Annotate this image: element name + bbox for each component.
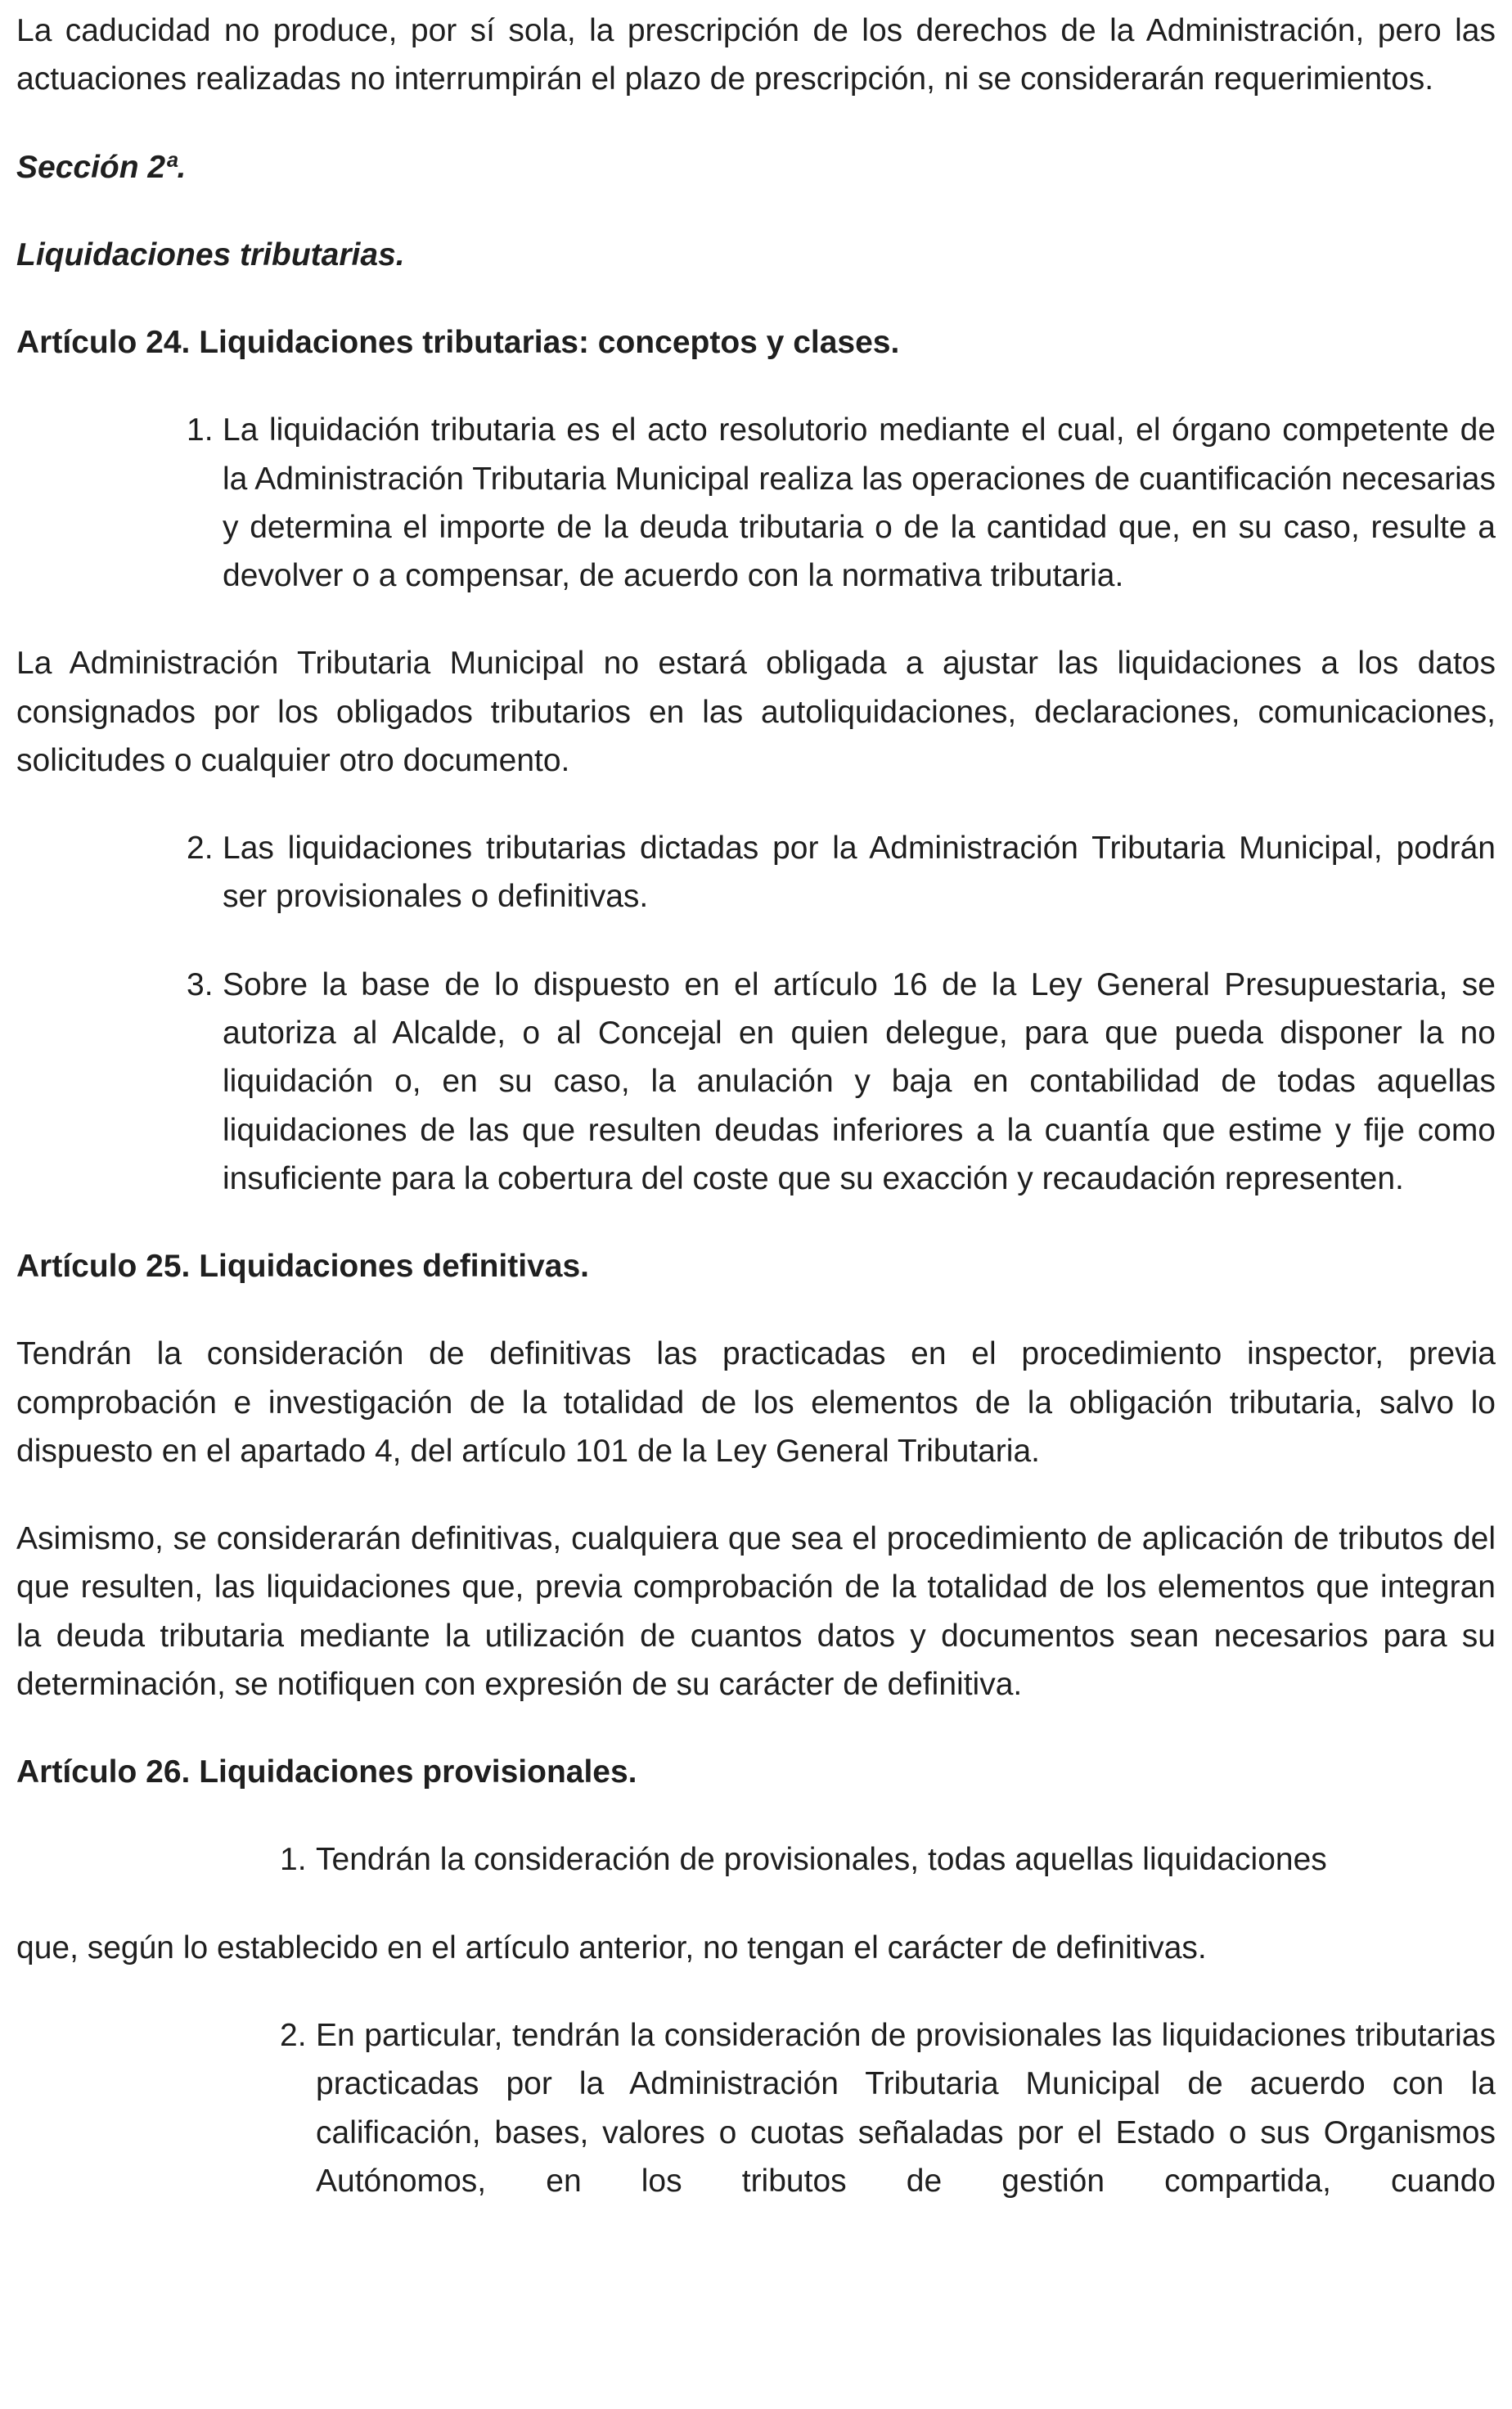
article-25-heading: Artículo 25. Liquidaciones definitivas. (16, 1249, 589, 1285)
list-item-text: En particular, tendrán la consideración de provisionales las liquidaciones tributarias practicadas por la Administración Tributaria Municipal de acuerdo con la calificación, bases, valores o cuotas señaladas por el Estado o sus Organismos Autónomos, en los tributos de gestión compartida, cuando (316, 2017, 1496, 2199)
paragraph-que-segun: que, según lo establecido en el artículo anterior, no tengan el carácter de definitivas. (16, 1929, 1207, 1965)
article-26-item-2 (280, 2011, 1496, 2205)
list-item-text: Tendrán la consideración de provisionales, todas aquellas liquidaciones (316, 1842, 1327, 1878)
section-heading: Sección 2ª. (16, 149, 187, 185)
paragraph-administracion-no-obligada: La Administración Tributaria Municipal no estará obligada a ajustar las liquidaciones a los datos consignados por los obligados tributarios en las autoliquidaciones, declaraciones, comunicaciones, solicitudes o cualquier otro documento. (16, 646, 1496, 778)
list-number: 1. (187, 412, 214, 448)
list-item-text: Las liquidaciones tributarias dictadas por la Administración Tributaria Municipal, podrán ser provisionales o definitivas. (223, 831, 1496, 915)
article-24-item-1 (187, 406, 1496, 600)
article-26-heading: Artículo 26. Liquidaciones provisionales. (16, 1754, 637, 1790)
paragraph-asimismo-definitivas: Asimismo, se considerarán definitivas, cualquiera que sea el procedimiento de aplicación de tributos del que resulten, las liquidaciones que, previa comprobación de la totalidad de los elementos que integran la deuda tributaria mediante la utilización de cuantos datos y documentos sean necesarios para su determinación, se notifiquen con expresión de su carácter de definitiva. (16, 1521, 1496, 1702)
article-26-item-1 (280, 1835, 1496, 1884)
list-number: 2. (187, 831, 214, 867)
article-24-heading: Artículo 24. Liquidaciones tributarias: conceptos y clases. (16, 325, 900, 361)
list-item-text: La liquidación tributaria es el acto resolutorio mediante el cual, el órgano competente de la Administración Tributaria Municipal realiza las operaciones de cuantificación necesarias y determina el importe de la deuda tributaria o de la cantidad que, en su caso, resulte a devolver o a compensar, de acuerdo con la normativa tributaria. (223, 412, 1496, 594)
list-number: 3. (187, 966, 214, 1002)
section-subheading: Liquidaciones tributarias. (16, 236, 405, 272)
list-item-text: Sobre la base de lo dispuesto en el artículo 16 de la Ley General Presupuestaria, se autoriza al Alcalde, o al Concejal en quien delegue, para que pueda disponer la no liquidación o, en su caso, la anulación y baja en contabilidad de todas aquellas liquidaciones de las que resulten deudas inferiores a la cuantía que estime y fije como insuficiente para la cobertura del coste que su exacción y recaudación representen. (223, 966, 1496, 1196)
list-number: 2. (280, 2017, 307, 2053)
paragraph-caducidad: La caducidad no produce, por sí sola, la prescripción de los derechos de la Administración, pero las actuaciones realizadas no interrumpirán el plazo de prescripción, ni se considerarán requerimientos. (16, 13, 1496, 97)
paragraph-definitivas-inspector: Tendrán la consideración de definitivas las practicadas en el procedimiento inspector, previa comprobación e investigación de la totalidad de los elementos de la obligación tributaria, salvo lo dispuesto en el apartado 4, del artículo 101 de la Ley General Tributaria. (16, 1336, 1496, 1469)
article-24-item-2 (187, 824, 1496, 921)
list-number: 1. (280, 1842, 307, 1878)
article-24-item-3 (187, 961, 1496, 1203)
